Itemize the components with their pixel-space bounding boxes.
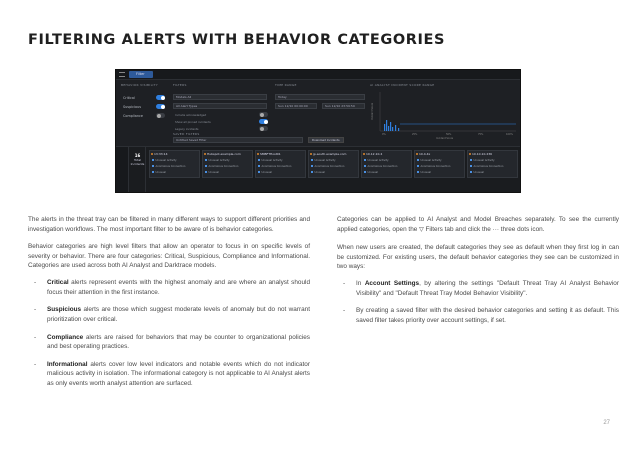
customization-paragraph: When new users are created, the default categories they see as default when they first log in can be customized. For existing users, the default behavior categories they see can be customized in two ways: — [337, 243, 619, 271]
list-item: - By creating a saved filter with the desired behavior categories and setting it as default. This saved filter takes priority over account settings, if set. — [343, 307, 619, 325]
date-to: Sun 12/10 23:59:59 — [322, 103, 365, 109]
alert-card-title: 10.4.4x — [419, 152, 431, 156]
chart-tick: 50% — [446, 133, 452, 136]
incident-score-chart — [370, 90, 518, 140]
filters-header: FILTERS — [173, 83, 187, 87]
alert-card-title: jp-south.example.com — [313, 152, 347, 156]
alert-card-line: Unusual — [258, 171, 272, 174]
chart-y-label: Incident Score — [371, 102, 374, 120]
filter-tab: Filter — [129, 71, 153, 78]
alert-card-title: Hubspot.example.com — [207, 152, 241, 156]
list-item: - Informational alerts cover low level indicators and notable events which do not indicator malicious activity in isolation. The informational category is not applicable to AI Analyst alerts as only events worth analyst attention are surfaced. — [34, 360, 310, 388]
alert-card-line: Unusual Activity — [417, 159, 442, 162]
incident-count-label: Total Incidents — [130, 158, 145, 166]
compliance-toggle — [156, 113, 165, 118]
chart-header: AI ANALYST INCIDENT SCORE RANGE — [370, 83, 435, 87]
customization-list — [337, 279, 619, 326]
chart-tick: 75% — [478, 133, 484, 136]
alert-card-line: Unusual — [152, 171, 166, 174]
chart-x-label: Incident Score — [436, 137, 454, 140]
alert-card-line: Anomalous Connection — [311, 165, 344, 168]
date-from: Sun 12/10 00:00:00 — [275, 103, 317, 109]
filter-toggle-label: Legacy incidents — [175, 127, 199, 131]
chart-tick: 25% — [412, 133, 418, 136]
alert-status-dot — [310, 153, 312, 155]
alert-card-line: Unusual Activity — [205, 159, 230, 162]
filter-toggle-label: Show all pinned incidents — [175, 120, 211, 124]
models-select: Models All — [173, 94, 267, 100]
alert-card-line: Unusual Activity — [364, 159, 389, 162]
category-critical: Critical — [123, 96, 135, 100]
alert-status-dot — [416, 153, 418, 155]
alert-card-title: SMBFTHost01 — [260, 152, 281, 156]
filter-toggle — [259, 119, 268, 124]
alerts-tray — [116, 146, 521, 193]
right-column — [337, 215, 619, 334]
alert-card — [467, 150, 518, 178]
alert-types-select: All Alert Types — [173, 103, 267, 109]
alert-status-dot — [151, 153, 153, 155]
screenshot-topbar — [116, 70, 520, 80]
time-range-header: TIME RANGE — [275, 83, 297, 87]
alert-card-line: Unusual — [417, 171, 431, 174]
tray-sidebar — [116, 147, 129, 193]
alert-card-title: 13:33:14 — [154, 152, 168, 156]
alert-status-dot — [363, 153, 365, 155]
chart-bar — [392, 127, 393, 131]
alert-card — [308, 150, 359, 178]
download-button: Download Incidents — [308, 137, 344, 143]
alert-card — [414, 150, 465, 178]
alert-card-line: Unusual Activity — [258, 159, 283, 162]
saved-filter-select: Untitled Saved Filter — [173, 137, 303, 143]
alert-card — [149, 150, 200, 178]
filter-toggle — [259, 112, 268, 117]
alert-card-line: Anomalous Connection — [258, 165, 291, 168]
intro-paragraph: The alerts in the threat tray can be filtered in many different ways to support different priorities and investigation workflows. The most important filter to be aware of is behavior categories. — [28, 216, 310, 233]
alert-card — [255, 150, 306, 178]
alert-status-dot — [257, 153, 259, 155]
list-item: - In Account Settings, by altering the settings "Default Threat Tray AI Analyst Behavior Visibility" and "Default Threat Tray Model Behavior Visibility". — [343, 280, 619, 298]
category-suspicious: Suspicious — [123, 105, 141, 109]
incident-count — [130, 147, 146, 193]
list-item: - Critical alerts represent events with the highest anomaly and are where an analyst should focus their attention in the first instance. — [34, 279, 310, 297]
category-compliance: Compliance — [123, 114, 143, 118]
behavior-visibility-header: BEHAVIOR VISIBILITY — [121, 83, 158, 87]
left-column — [28, 215, 310, 397]
alert-card-title: 10.12.10.4 — [366, 152, 383, 156]
filter-icon: ▽ — [419, 226, 424, 233]
alert-card — [202, 150, 253, 178]
chart-bar — [384, 124, 385, 131]
chart-bar — [386, 120, 387, 131]
suspicious-toggle — [156, 104, 165, 109]
time-select: Today — [275, 94, 365, 100]
alert-card-line: Anomalous Connection — [152, 165, 185, 168]
chart-bar — [388, 126, 389, 131]
menu-icon — [119, 72, 125, 77]
list-item: - Suspicious alerts are those which suggest moderate levels of anomaly but do not warrant prioritization over critical. — [34, 306, 310, 324]
alert-card-line: Unusual Activity — [470, 159, 495, 162]
alert-card-line: Unusual Activity — [311, 159, 336, 162]
saved-filters-header: SAVED FILTERS — [173, 132, 200, 136]
chart-tick: 100% — [506, 133, 513, 136]
critical-toggle — [156, 95, 165, 100]
alert-card-line: Anomalous Connection — [470, 165, 503, 168]
page-number: 27 — [603, 420, 610, 426]
chart-bar — [390, 122, 391, 131]
alert-card-line: Unusual — [470, 171, 484, 174]
alert-card-line: Anomalous Connection — [417, 165, 450, 168]
filter-toggle — [259, 126, 268, 131]
alert-card-line: Unusual — [311, 171, 325, 174]
list-item: - Compliance alerts are raised for behaviors that may be counter to organizational policies and best operating practices. — [34, 333, 310, 351]
alert-card — [361, 150, 412, 178]
chart-bar — [398, 128, 399, 131]
alert-card-line: Unusual Activity — [152, 159, 177, 162]
incident-count-value: 16 — [134, 153, 141, 158]
categories-paragraph: Behavior categories are high level filters that allow an operator to focus in on specific levels of severity or behavior. There are four categories: Critical, Suspicious, Compliance and Informational. Categories are used across both AI Analyst and Darktrace models. — [28, 242, 310, 270]
category-list — [28, 278, 310, 389]
chart-bar — [395, 125, 396, 131]
applied-categories-paragraph: Categories can be applied to AI Analyst and Model Breaches separately. To see the currently applied categories, open the ▽ Filters tab and click the ··· three dots icon. — [337, 216, 619, 233]
alert-status-dot — [204, 153, 206, 155]
page-title: FILTERING ALERTS WITH BEHAVIOR CATEGORIES — [28, 32, 446, 48]
alert-card-title: 10.10.10.236 — [472, 152, 493, 156]
alert-status-dot — [469, 153, 471, 155]
threat-tray-screenshot — [115, 69, 521, 193]
filter-toggle-label: Include acknowledged — [175, 113, 207, 117]
alert-card-line: Anomalous Connection — [364, 165, 397, 168]
alert-card-line: Anomalous Connection — [205, 165, 238, 168]
chart-tick: 0% — [382, 133, 386, 136]
alert-card-line: Unusual — [364, 171, 378, 174]
alert-card-line: Unusual — [205, 171, 219, 174]
